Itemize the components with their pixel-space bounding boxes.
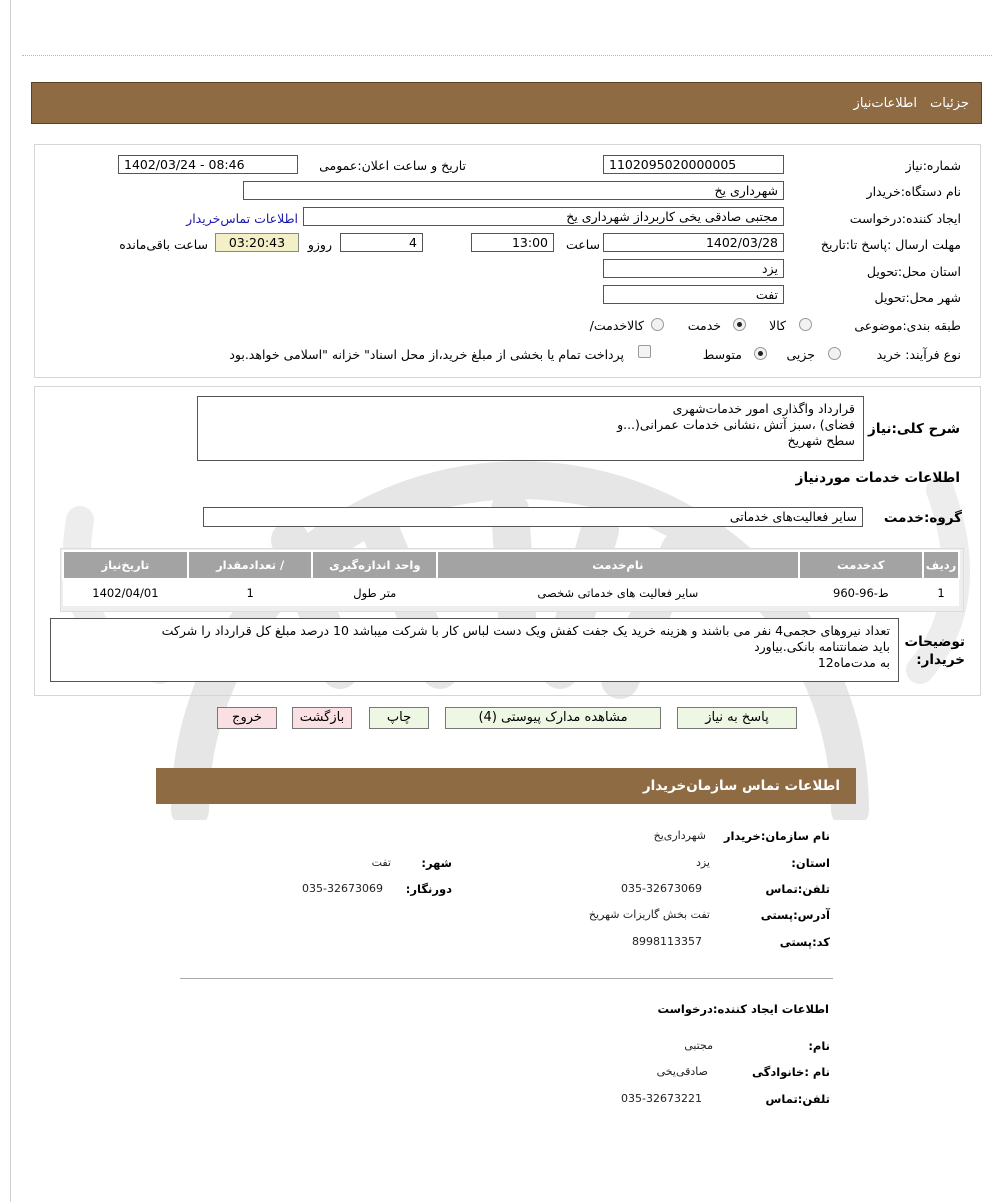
category-label: طبقه بندی:موضوعی xyxy=(854,318,961,333)
category-service-radio[interactable] xyxy=(733,318,746,331)
category-service-label: خدمت xyxy=(687,318,721,333)
cell-service-name: سایر فعالیت های خدماتی شخصی xyxy=(437,579,798,606)
contact-city-value: تفت xyxy=(371,856,391,869)
cell-service-code: ط-96-960 xyxy=(799,579,924,606)
province-field[interactable]: یزد xyxy=(603,259,784,278)
creator-name-label: :نام xyxy=(808,1039,830,1053)
contact-address-label: آدرس:پستی xyxy=(760,908,830,922)
city-field[interactable]: تفت xyxy=(603,285,784,304)
process-medium-radio[interactable] xyxy=(754,347,767,360)
col-service-code: کدخدمت xyxy=(799,551,924,579)
remaining-label: ساعت باقی‌مانده xyxy=(119,237,208,252)
description-line: قرارداد واگذاری امور خدمات‌شهری xyxy=(672,401,855,416)
print-button[interactable]: چاپ xyxy=(369,707,429,729)
contact-org-label: نام سازمان:خریدار xyxy=(723,829,830,843)
creator-phone-value: 035-32673221 xyxy=(621,1092,702,1105)
treasury-payment-checkbox[interactable] xyxy=(638,345,651,358)
cell-quantity: 1 xyxy=(188,579,313,606)
creator-name-value: مجتبی xyxy=(684,1039,713,1052)
table-header-row xyxy=(63,551,959,579)
description-line: سطح شهریخ xyxy=(787,433,855,448)
col-service-name: نام‌خدمت xyxy=(437,551,798,579)
services-table xyxy=(62,550,960,606)
buyer-contact-link[interactable]: اطلاعات تماس‌خریدار xyxy=(186,211,298,226)
city-label: شهر محل:تحویل xyxy=(874,290,961,305)
description-label: شرح کلی:نیاز xyxy=(868,421,960,437)
buyer-notes-textarea[interactable] xyxy=(50,618,899,682)
province-label: استان محل:تحویل xyxy=(866,264,961,279)
buyer-notes-line: تعداد نیروهای حجمی4 نفر می باشند و هزینه خرید یک جفت کفش ویک دست لباس کار با شرکت میباشد 10 درصد مبلغ کل قرارداد را شرکت xyxy=(161,623,890,638)
page-left-border xyxy=(10,0,11,1202)
buyer-notes-line: باید ضمانتنامه بانکی.بیاورد xyxy=(754,639,890,654)
page-title: اطلاعات‌نیاز xyxy=(853,96,917,111)
description-textarea[interactable] xyxy=(197,396,864,461)
col-unit: واحد اندازه‌گیری xyxy=(312,551,437,579)
services-heading: اطلاعات خدمات موردنیاز xyxy=(795,470,960,486)
creator-phone-label: تلفن:تماس xyxy=(765,1092,830,1106)
remaining-time-badge: 03:20:43 xyxy=(215,233,299,252)
table-row[interactable] xyxy=(63,579,959,606)
process-medium-label: متوسط xyxy=(702,347,742,362)
contact-address-value: تفت بخش گاریزات شهریخ xyxy=(588,908,710,921)
deadline-date-field[interactable]: 1402/03/28 xyxy=(603,233,784,252)
top-dotted-divider xyxy=(22,55,992,56)
contact-section-title: اطلاعات تماس سازمان‌خریدار xyxy=(642,778,840,794)
process-label: نوع فرآیند: خرید xyxy=(876,347,961,362)
days-label: روزو xyxy=(307,237,332,252)
category-goods-label: کالا xyxy=(769,318,786,333)
contact-fax-label: :دورنگار xyxy=(405,882,452,896)
category-goods-radio[interactable] xyxy=(799,318,812,331)
col-row-number: ردیف xyxy=(923,551,959,579)
buyer-notes-label-1: توضیحات xyxy=(904,634,965,650)
cell-row-number: 1 xyxy=(923,579,959,606)
days-field[interactable]: 4 xyxy=(340,233,423,252)
creator-family-label: نام :خانوادگی xyxy=(752,1065,830,1079)
category-goods-service-label: /کالاخدمت xyxy=(589,318,644,333)
process-minor-radio[interactable] xyxy=(828,347,841,360)
exit-button[interactable]: خروج xyxy=(217,707,277,729)
need-info-panel xyxy=(34,144,981,378)
buyer-org-label: نام دستگاه:خریدار xyxy=(866,184,961,199)
announce-datetime-field[interactable]: 1402/03/24 - 08:46 xyxy=(118,155,298,174)
process-minor-label: جزیی xyxy=(786,347,815,362)
cell-need-date: 1402/04/01 xyxy=(63,579,188,606)
deadline-label: مهلت ارسال :پاسخ تا:تاریخ xyxy=(820,237,961,252)
creator-family-value: صادقی‌یخی xyxy=(656,1065,708,1078)
reply-button[interactable]: پاسخ به نیاز xyxy=(677,707,797,729)
cell-unit: متر طول xyxy=(312,579,437,606)
contact-province-label: :استان xyxy=(791,856,830,870)
header-bar xyxy=(31,82,982,124)
buyer-notes-line: به مدت‌ماه12 xyxy=(817,655,890,670)
contact-postal-label: کد:پستی xyxy=(779,935,830,949)
contact-phone-label: تلفن:تماس xyxy=(765,882,830,896)
creator-info-title: اطلاعات ایجاد کننده:درخواست xyxy=(657,1002,829,1016)
contact-phone-value: 035-32673069 xyxy=(621,882,702,895)
contact-fax-value: 035-32673069 xyxy=(302,882,383,895)
contact-province-value: یزد xyxy=(695,856,710,869)
need-number-label: شماره:نیاز xyxy=(905,158,961,173)
announce-label: تاریخ و ساعت اعلان:عمومی xyxy=(319,158,466,173)
deadline-hour-label: ساعت xyxy=(565,237,600,252)
contact-city-label: :شهر xyxy=(421,856,452,870)
back-button[interactable]: بازگشت xyxy=(292,707,352,729)
contact-postal-value: 8998113357 xyxy=(632,935,702,948)
service-group-field[interactable]: سایر فعالیت‌های خدماتی xyxy=(203,507,863,527)
treasury-payment-note: پرداخت تمام یا بخشی از مبلغ خرید،از محل اسناد" خزانه "اسلامی خواهد.بود xyxy=(229,347,624,362)
details-link[interactable]: جزئیات xyxy=(930,96,969,111)
buyer-notes-label-2: :خریدار xyxy=(916,652,965,668)
col-need-date: تاریخ‌نیاز xyxy=(63,551,188,579)
contact-org-value: شهرداری‌یخ xyxy=(653,829,706,842)
creator-field[interactable]: مجتبی صادقی یخی کاربرداز شهرداری یخ xyxy=(303,207,784,226)
attachments-button[interactable]: مشاهده مدارک پیوستی (4) xyxy=(445,707,661,729)
need-number-field[interactable]: 1102095020000005 xyxy=(603,155,784,174)
deadline-hour-field[interactable]: 13:00 xyxy=(471,233,554,252)
contact-section-bar xyxy=(156,768,856,804)
creator-label: ایجاد کننده:درخواست xyxy=(849,211,961,226)
category-goods-service-radio[interactable] xyxy=(651,318,664,331)
contact-divider xyxy=(180,978,833,979)
service-group-label: گروه:خدمت xyxy=(883,510,962,526)
description-line: فضای) ،سبز آتش ،نشانی خدمات عمرانی(...و xyxy=(617,417,855,432)
col-quantity: / تعدادمقدار xyxy=(188,551,313,579)
buyer-org-field[interactable]: شهرداری یخ xyxy=(243,181,784,200)
